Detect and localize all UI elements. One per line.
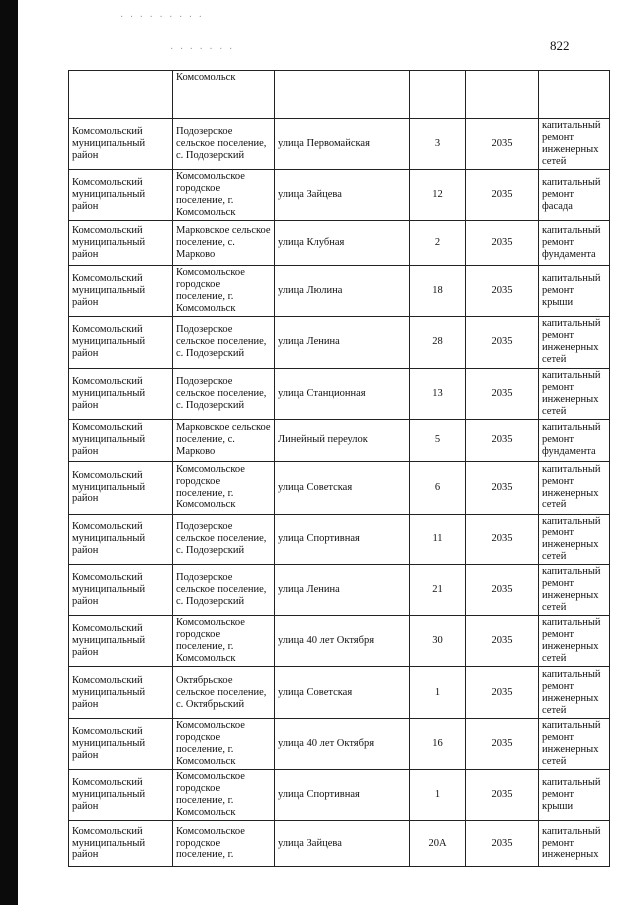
house-number-cell: 1: [410, 667, 466, 719]
work-type-cell: капитальный ремонт инженерных сетей: [539, 368, 610, 419]
work-type-cell: капитальный ремонт инженерных: [539, 821, 610, 867]
year-cell: 2035: [466, 265, 539, 316]
settlement-cell: Комсомольское городское поселение, г. Комсомольск: [173, 770, 275, 821]
table-row: [69, 119, 610, 170]
district-cell: Комсомольский муниципальный район: [69, 770, 173, 821]
street-cell: улица 40 лет Октября: [275, 616, 410, 667]
street-cell: улица 40 лет Октября: [275, 719, 410, 770]
registry-table: [68, 70, 610, 867]
work-type-cell: капитальный ремонт фасада: [539, 169, 610, 220]
settlement-cell: Комсомольское городское поселение, г.: [173, 821, 275, 867]
settlement-cell: Комсомольск: [173, 71, 275, 119]
street-cell: [275, 71, 410, 119]
table-row: [69, 368, 610, 419]
year-cell: 2035: [466, 220, 539, 265]
house-number-cell: 20А: [410, 821, 466, 867]
street-cell: улица Станционная: [275, 368, 410, 419]
settlement-cell: Подозерское сельское поселение, с. Подозерский: [173, 119, 275, 170]
street-cell: улица Советская: [275, 667, 410, 719]
settlement-cell: Подозерское сельское поселение, с. Подозерский: [173, 565, 275, 616]
work-type-cell: капитальный ремонт инженерных сетей: [539, 461, 610, 514]
house-number-cell: 28: [410, 316, 466, 368]
settlement-cell: Комсомольское городское поселение, г. Комсомольск: [173, 169, 275, 220]
work-type-cell: капитальный ремонт крыши: [539, 770, 610, 821]
table-row: [69, 821, 610, 867]
table-row: [69, 169, 610, 220]
year-cell: 2035: [466, 770, 539, 821]
table-row: [69, 316, 610, 368]
work-type-cell: капитальный ремонт инженерных сетей: [539, 514, 610, 565]
street-cell: улица Ленина: [275, 565, 410, 616]
street-cell: улица Спортивная: [275, 514, 410, 565]
district-cell: Комсомольский муниципальный район: [69, 565, 173, 616]
year-cell: 2035: [466, 316, 539, 368]
work-type-cell: капитальный ремонт инженерных сетей: [539, 719, 610, 770]
work-type-cell: капитальный ремонт крыши: [539, 265, 610, 316]
year-cell: 2035: [466, 368, 539, 419]
table-row: [69, 719, 610, 770]
table-row: [69, 265, 610, 316]
district-cell: Комсомольский муниципальный район: [69, 821, 173, 867]
settlement-cell: Подозерское сельское поселение, с. Подозерский: [173, 514, 275, 565]
year-cell: 2035: [466, 461, 539, 514]
settlement-cell: Подозерское сельское поселение, с. Подозерский: [173, 316, 275, 368]
street-cell: улица Клубная: [275, 220, 410, 265]
work-type-cell: капитальный ремонт фундамента: [539, 419, 610, 461]
district-cell: Комсомольский муниципальный район: [69, 368, 173, 419]
year-cell: 2035: [466, 565, 539, 616]
year-cell: [466, 71, 539, 119]
table-row: [69, 565, 610, 616]
work-type-cell: капитальный ремонт инженерных сетей: [539, 616, 610, 667]
street-cell: улица Советская: [275, 461, 410, 514]
settlement-cell: Подозерское сельское поселение, с. Подозерский: [173, 368, 275, 419]
settlement-cell: Комсомольское городское поселение, г. Комсомольск: [173, 461, 275, 514]
year-cell: 2035: [466, 119, 539, 170]
year-cell: 2035: [466, 719, 539, 770]
settlement-cell: Марковское сельское поселение, с. Марково: [173, 220, 275, 265]
house-number-cell: 30: [410, 616, 466, 667]
table-row: [69, 770, 610, 821]
house-number-cell: 21: [410, 565, 466, 616]
house-number-cell: 18: [410, 265, 466, 316]
year-cell: 2035: [466, 169, 539, 220]
district-cell: Комсомольский муниципальный район: [69, 419, 173, 461]
district-cell: Комсомольский муниципальный район: [69, 265, 173, 316]
house-number-cell: 12: [410, 169, 466, 220]
scan-noise: · · · · · · ·: [170, 44, 235, 55]
settlement-cell: Комсомольское городское поселение, г. Комсомольск: [173, 265, 275, 316]
table-row: [69, 419, 610, 461]
table-row: [69, 461, 610, 514]
house-number-cell: 1: [410, 770, 466, 821]
settlement-cell: Марковское сельское поселение, с. Марково: [173, 419, 275, 461]
house-number-cell: 5: [410, 419, 466, 461]
street-cell: Линейный переулок: [275, 419, 410, 461]
district-cell: Комсомольский муниципальный район: [69, 220, 173, 265]
settlement-cell: Октябрьское сельское поселение, с. Октябрьский: [173, 667, 275, 719]
house-number-cell: 3: [410, 119, 466, 170]
street-cell: улица Зайцева: [275, 821, 410, 867]
settlement-cell: Комсомольское городское поселение, г. Комсомольск: [173, 719, 275, 770]
district-cell: Комсомольский муниципальный район: [69, 169, 173, 220]
street-cell: улица Люлина: [275, 265, 410, 316]
house-number-cell: 2: [410, 220, 466, 265]
house-number-cell: 11: [410, 514, 466, 565]
work-type-cell: капитальный ремонт инженерных сетей: [539, 667, 610, 719]
year-cell: 2035: [466, 419, 539, 461]
table-row-partial: [69, 71, 610, 119]
district-cell: Комсомольский муниципальный район: [69, 119, 173, 170]
house-number-cell: 13: [410, 368, 466, 419]
year-cell: 2035: [466, 821, 539, 867]
district-cell: Комсомольский муниципальный район: [69, 461, 173, 514]
scan-noise: · · · · · · · · ·: [120, 12, 204, 23]
work-type-cell: капитальный ремонт фундамента: [539, 220, 610, 265]
year-cell: 2035: [466, 667, 539, 719]
year-cell: 2035: [466, 514, 539, 565]
district-cell: Комсомольский муниципальный район: [69, 667, 173, 719]
street-cell: улица Ленина: [275, 316, 410, 368]
street-cell: улица Спортивная: [275, 770, 410, 821]
street-cell: улица Первомайская: [275, 119, 410, 170]
page-number: 822: [550, 38, 570, 53]
table-row: [69, 514, 610, 565]
house-number-cell: 6: [410, 461, 466, 514]
registry-table-body: [69, 71, 610, 867]
settlement-cell: Комсомольское городское поселение, г. Комсомольск: [173, 616, 275, 667]
work-type-cell: капитальный ремонт инженерных сетей: [539, 316, 610, 368]
district-cell: Комсомольский муниципальный район: [69, 316, 173, 368]
district-cell: Комсомольский муниципальный район: [69, 514, 173, 565]
work-type-cell: капитальный ремонт инженерных сетей: [539, 119, 610, 170]
table-row: [69, 616, 610, 667]
work-type-cell: [539, 71, 610, 119]
street-cell: улица Зайцева: [275, 169, 410, 220]
district-cell: Комсомольский муниципальный район: [69, 616, 173, 667]
scan-edge-bar: [0, 0, 18, 905]
work-type-cell: капитальный ремонт инженерных сетей: [539, 565, 610, 616]
house-number-cell: [410, 71, 466, 119]
table-row: [69, 667, 610, 719]
district-cell: [69, 71, 173, 119]
district-cell: Комсомольский муниципальный район: [69, 719, 173, 770]
house-number-cell: 16: [410, 719, 466, 770]
year-cell: 2035: [466, 616, 539, 667]
table-row: [69, 220, 610, 265]
